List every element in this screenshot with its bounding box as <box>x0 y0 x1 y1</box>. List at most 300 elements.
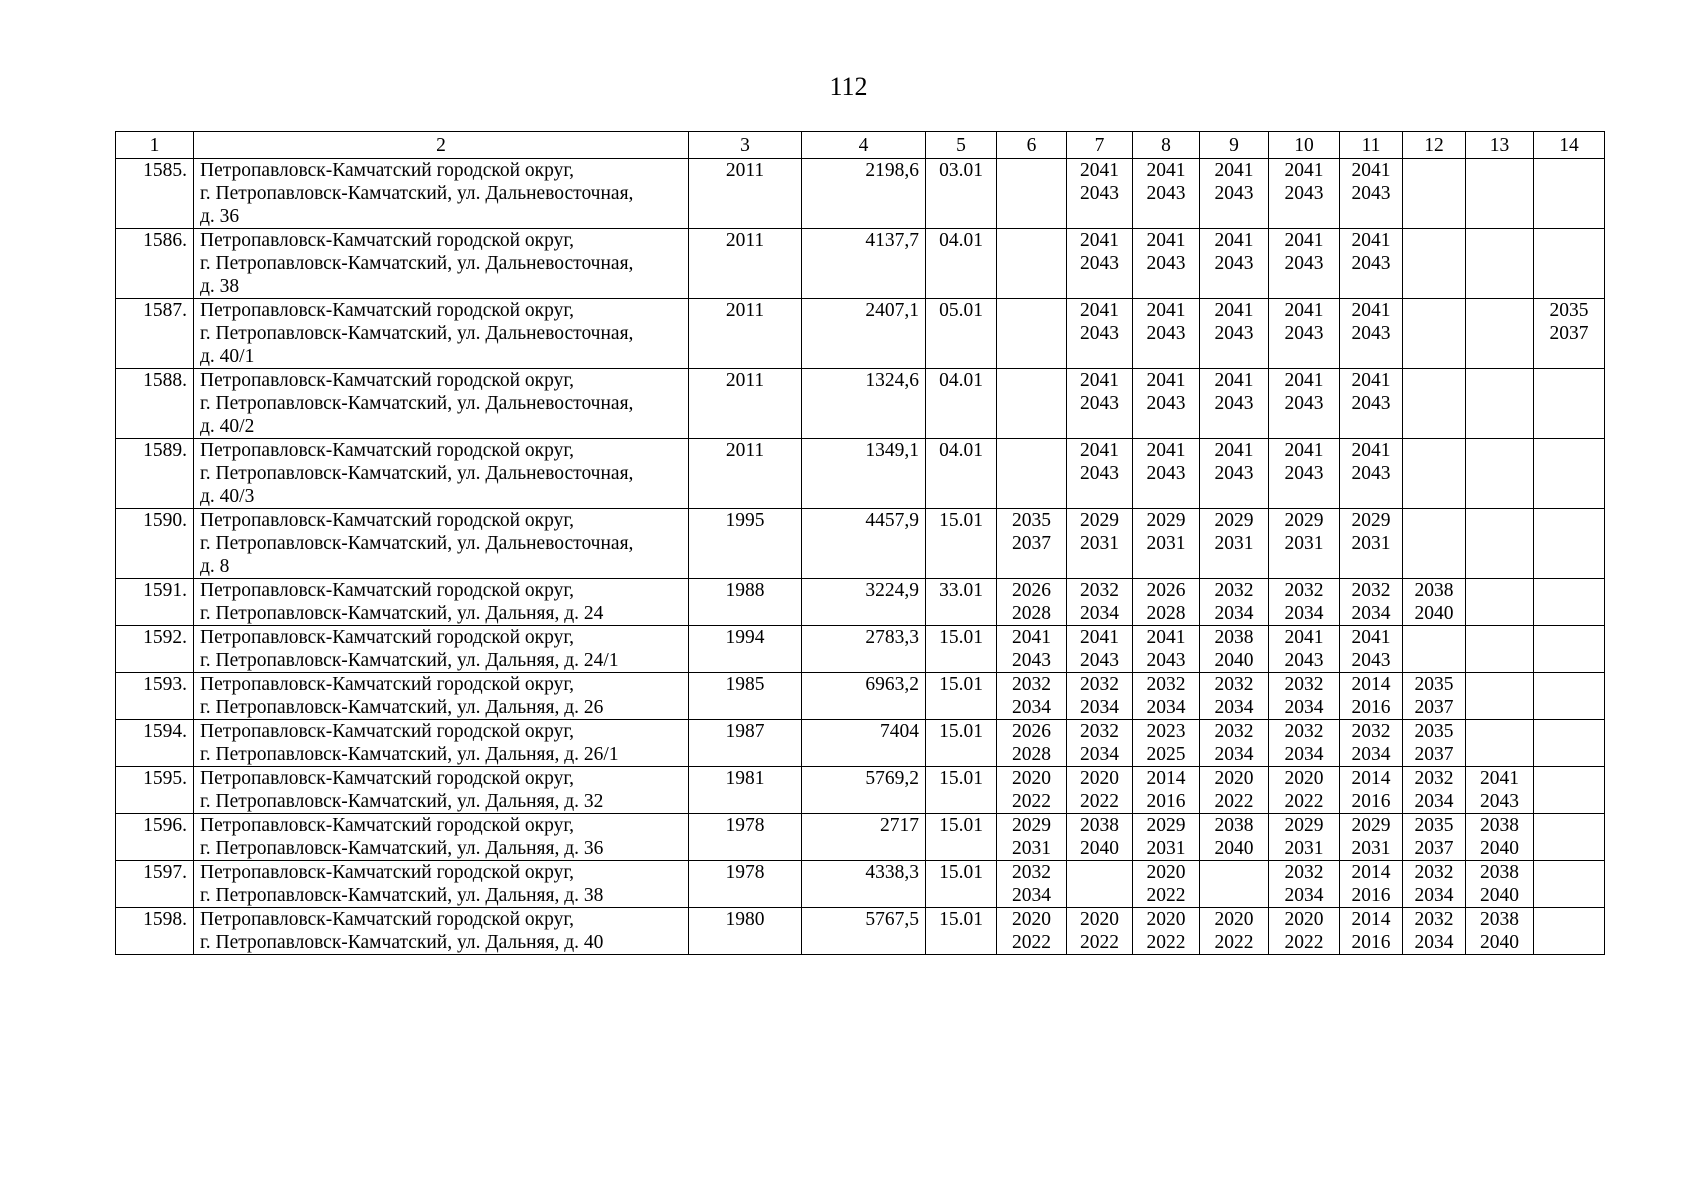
period-year: 2043 <box>1146 650 1186 671</box>
period-year: 2032 <box>1414 862 1454 883</box>
period-year: 2040 <box>1214 838 1254 859</box>
address-line: г. Петропавловск-Камчатский, ул. Дальневосточная, <box>200 463 634 484</box>
period-year: 2032 <box>1146 674 1186 695</box>
total-area: 2407,1 <box>802 299 926 369</box>
year-built: 2011 <box>689 159 802 229</box>
period-year: 2029 <box>1351 510 1391 531</box>
table-row <box>116 861 1605 908</box>
period-cell-6 <box>997 369 1067 439</box>
period-cell-8 <box>1133 159 1200 229</box>
period-year: 2034 <box>1214 697 1254 718</box>
period-year: 2020 <box>1146 909 1186 930</box>
period-cell-8 <box>1133 767 1200 814</box>
period-year: 2020 <box>1012 909 1051 930</box>
address-line: Петропавловск-Камчатский городской округ, <box>200 768 575 789</box>
address-cell <box>194 509 689 579</box>
period-year: 2032 <box>1414 768 1454 789</box>
address-line: г. Петропавловск-Камчатский, ул. Дальневосточная, <box>200 183 634 204</box>
address-line: г. Петропавловск-Камчатский, ул. Дальневосточная, <box>200 393 634 414</box>
period-year: 2034 <box>1414 791 1454 812</box>
period-year: 2041 <box>1146 440 1186 461</box>
period-cell-10 <box>1269 299 1340 369</box>
address-cell <box>194 229 689 299</box>
address-line: д. 8 <box>200 556 230 577</box>
period-cell-11 <box>1340 509 1403 579</box>
period-year: 2041 <box>1351 627 1391 648</box>
period-cell-14 <box>1534 720 1605 767</box>
period-cell-12 <box>1403 159 1466 229</box>
period-year: 2043 <box>1351 323 1391 344</box>
period-cell-8 <box>1133 861 1200 908</box>
table-row <box>116 908 1605 955</box>
address-line: Петропавловск-Камчатский городской округ, <box>200 230 575 251</box>
column-header-7: 7 <box>1067 132 1133 159</box>
period-year: 2043 <box>1080 183 1119 204</box>
address-line: Петропавловск-Камчатский городской округ, <box>200 627 575 648</box>
period-year: 2034 <box>1214 744 1254 765</box>
period-cell-10 <box>1269 861 1340 908</box>
period-cell-8 <box>1133 229 1200 299</box>
address-line: д. 40/3 <box>200 486 255 507</box>
period-year: 2022 <box>1146 932 1186 953</box>
period-year: 2038 <box>1480 815 1519 836</box>
period-year: 2040 <box>1480 885 1519 906</box>
period-year: 2022 <box>1214 791 1254 812</box>
period-year: 2043 <box>1214 323 1254 344</box>
period-year: 2031 <box>1214 533 1254 554</box>
column-header-1: 1 <box>116 132 194 159</box>
period-cell-8 <box>1133 908 1200 955</box>
address-line: г. Петропавловск-Камчатский, ул. Дальняя, д. 24/1 <box>200 650 619 671</box>
period-cell-12 <box>1403 767 1466 814</box>
period-cell-8 <box>1133 814 1200 861</box>
year-built: 1981 <box>689 767 802 814</box>
period-cell-10 <box>1269 439 1340 509</box>
period-cell-12 <box>1403 908 1466 955</box>
period-cell-14 <box>1534 159 1605 229</box>
period-year: 2043 <box>1080 650 1119 671</box>
period-year: 2041 <box>1080 627 1119 648</box>
period-year: 2016 <box>1351 697 1391 718</box>
period-year: 2043 <box>1284 253 1324 274</box>
address-cell <box>194 579 689 626</box>
table-row <box>116 626 1605 673</box>
period-year: 2029 <box>1214 510 1254 531</box>
column-header-6: 6 <box>997 132 1067 159</box>
period-cell-13 <box>1466 720 1534 767</box>
period-year: 2020 <box>1146 862 1186 883</box>
period-year: 2043 <box>1080 323 1119 344</box>
address-line: Петропавловск-Камчатский городской округ, <box>200 862 575 883</box>
period-year: 2041 <box>1284 370 1324 391</box>
period-cell-11 <box>1340 159 1403 229</box>
period-year: 2040 <box>1480 932 1519 953</box>
period-year: 2029 <box>1284 815 1324 836</box>
period-cell-11 <box>1340 369 1403 439</box>
period-cell-14 <box>1534 673 1605 720</box>
code-cell: 15.01 <box>926 626 997 673</box>
period-year: 2022 <box>1080 932 1119 953</box>
period-year: 2029 <box>1146 815 1186 836</box>
table-row <box>116 229 1605 299</box>
period-cell-7 <box>1067 159 1133 229</box>
period-cell-6 <box>997 720 1067 767</box>
period-cell-8 <box>1133 673 1200 720</box>
period-year: 2020 <box>1214 909 1254 930</box>
period-year: 2034 <box>1414 885 1454 906</box>
period-year: 2043 <box>1146 183 1186 204</box>
period-year: 2043 <box>1351 463 1391 484</box>
period-year: 2043 <box>1284 183 1324 204</box>
column-header-3: 3 <box>689 132 802 159</box>
period-cell-7 <box>1067 439 1133 509</box>
address-line: г. Петропавловск-Камчатский, ул. Дальневосточная, <box>200 533 634 554</box>
total-area: 4338,3 <box>802 861 926 908</box>
address-line: Петропавловск-Камчатский городской округ, <box>200 440 575 461</box>
year-built: 1994 <box>689 626 802 673</box>
period-year: 2038 <box>1414 580 1454 601</box>
total-area: 1324,6 <box>802 369 926 439</box>
period-year: 2043 <box>1351 183 1391 204</box>
period-cell-12 <box>1403 369 1466 439</box>
period-cell-13 <box>1466 439 1534 509</box>
period-cell-10 <box>1269 579 1340 626</box>
period-cell-11 <box>1340 299 1403 369</box>
address-line: Петропавловск-Камчатский городской округ, <box>200 300 575 321</box>
period-cell-11 <box>1340 579 1403 626</box>
address-line: Петропавловск-Камчатский городской округ, <box>200 815 575 836</box>
period-year: 2043 <box>1214 463 1254 484</box>
period-year: 2038 <box>1480 862 1519 883</box>
period-cell-8 <box>1133 579 1200 626</box>
period-year: 2032 <box>1351 721 1391 742</box>
period-cell-13 <box>1466 861 1534 908</box>
address-line: г. Петропавловск-Камчатский, ул. Дальняя, д. 32 <box>200 791 604 812</box>
code-cell: 05.01 <box>926 299 997 369</box>
period-year: 2034 <box>1351 744 1391 765</box>
period-cell-12 <box>1403 579 1466 626</box>
period-cell-7 <box>1067 720 1133 767</box>
period-year: 2031 <box>1351 838 1391 859</box>
period-year: 2032 <box>1284 721 1324 742</box>
period-year: 2020 <box>1214 768 1254 789</box>
table-row <box>116 159 1605 229</box>
period-cell-10 <box>1269 767 1340 814</box>
period-year: 2041 <box>1080 230 1119 251</box>
period-year: 2041 <box>1214 230 1254 251</box>
period-year: 2022 <box>1146 885 1186 906</box>
period-year: 2031 <box>1080 533 1119 554</box>
period-year: 2041 <box>1351 230 1391 251</box>
address-line: г. Петропавловск-Камчатский, ул. Дальняя, д. 40 <box>200 932 604 953</box>
row-number: 1598. <box>116 908 194 955</box>
period-year: 2041 <box>1146 627 1186 648</box>
table-row <box>116 439 1605 509</box>
year-built: 2011 <box>689 229 802 299</box>
address-cell <box>194 908 689 955</box>
row-number: 1589. <box>116 439 194 509</box>
table-row <box>116 814 1605 861</box>
period-year: 2014 <box>1146 768 1186 789</box>
period-year: 2032 <box>1214 580 1254 601</box>
period-cell-6 <box>997 579 1067 626</box>
address-cell <box>194 814 689 861</box>
total-area: 5767,5 <box>802 908 926 955</box>
period-year: 2022 <box>1012 791 1051 812</box>
period-cell-11 <box>1340 861 1403 908</box>
period-year: 2043 <box>1214 393 1254 414</box>
code-cell: 03.01 <box>926 159 997 229</box>
table-row <box>116 509 1605 579</box>
period-cell-6 <box>997 439 1067 509</box>
address-cell <box>194 626 689 673</box>
period-year: 2020 <box>1284 768 1324 789</box>
period-year: 2041 <box>1284 627 1324 648</box>
period-cell-7 <box>1067 673 1133 720</box>
period-cell-11 <box>1340 767 1403 814</box>
total-area: 2783,3 <box>802 626 926 673</box>
period-year: 2041 <box>1351 300 1391 321</box>
period-year: 2022 <box>1284 791 1324 812</box>
address-cell <box>194 299 689 369</box>
period-year: 2032 <box>1214 674 1254 695</box>
period-cell-7 <box>1067 229 1133 299</box>
period-year: 2041 <box>1146 300 1186 321</box>
period-year: 2031 <box>1284 838 1324 859</box>
period-cell-7 <box>1067 814 1133 861</box>
period-year: 2043 <box>1080 393 1119 414</box>
period-cell-12 <box>1403 229 1466 299</box>
period-cell-9 <box>1200 159 1269 229</box>
row-number: 1587. <box>116 299 194 369</box>
period-year: 2041 <box>1284 230 1324 251</box>
period-cell-13 <box>1466 767 1534 814</box>
period-cell-11 <box>1340 229 1403 299</box>
period-cell-10 <box>1269 369 1340 439</box>
period-cell-9 <box>1200 299 1269 369</box>
period-cell-10 <box>1269 908 1340 955</box>
period-year: 2035 <box>1012 510 1051 531</box>
period-year: 2041 <box>1146 370 1186 391</box>
period-year: 2034 <box>1146 697 1186 718</box>
register-table <box>115 131 1605 955</box>
address-line: г. Петропавловск-Камчатский, ул. Дальняя, д. 26 <box>200 697 604 718</box>
period-year: 2022 <box>1080 791 1119 812</box>
column-header-14: 14 <box>1534 132 1605 159</box>
period-year: 2041 <box>1080 370 1119 391</box>
period-cell-7 <box>1067 767 1133 814</box>
period-year: 2029 <box>1351 815 1391 836</box>
row-number: 1597. <box>116 861 194 908</box>
period-year: 2034 <box>1080 603 1119 624</box>
period-cell-11 <box>1340 439 1403 509</box>
period-cell-13 <box>1466 509 1534 579</box>
period-year: 2041 <box>1284 300 1324 321</box>
period-year: 2016 <box>1351 791 1391 812</box>
total-area: 7404 <box>802 720 926 767</box>
period-year: 2034 <box>1080 744 1119 765</box>
period-year: 2043 <box>1146 393 1186 414</box>
total-area: 2717 <box>802 814 926 861</box>
period-cell-12 <box>1403 509 1466 579</box>
period-cell-7 <box>1067 861 1133 908</box>
column-header-5: 5 <box>926 132 997 159</box>
period-cell-12 <box>1403 861 1466 908</box>
year-built: 1987 <box>689 720 802 767</box>
period-cell-9 <box>1200 908 1269 955</box>
year-built: 1978 <box>689 814 802 861</box>
code-cell: 15.01 <box>926 861 997 908</box>
period-year: 2026 <box>1012 580 1051 601</box>
period-cell-11 <box>1340 673 1403 720</box>
period-year: 2032 <box>1284 862 1324 883</box>
total-area: 4137,7 <box>802 229 926 299</box>
year-built: 1995 <box>689 509 802 579</box>
period-year: 2034 <box>1284 697 1324 718</box>
period-cell-11 <box>1340 814 1403 861</box>
period-year: 2032 <box>1214 721 1254 742</box>
period-cell-10 <box>1269 509 1340 579</box>
period-cell-13 <box>1466 579 1534 626</box>
address-line: д. 40/1 <box>200 346 255 367</box>
period-cell-6 <box>997 908 1067 955</box>
period-cell-11 <box>1340 720 1403 767</box>
period-year: 2031 <box>1146 533 1186 554</box>
period-year: 2016 <box>1146 791 1186 812</box>
period-cell-10 <box>1269 626 1340 673</box>
period-year: 2043 <box>1284 463 1324 484</box>
period-cell-8 <box>1133 509 1200 579</box>
address-line: Петропавловск-Камчатский городской округ, <box>200 510 575 531</box>
address-cell <box>194 673 689 720</box>
period-year: 2026 <box>1012 721 1051 742</box>
period-cell-11 <box>1340 908 1403 955</box>
period-year: 2035 <box>1414 674 1454 695</box>
period-year: 2034 <box>1351 603 1391 624</box>
code-cell: 04.01 <box>926 369 997 439</box>
period-cell-9 <box>1200 369 1269 439</box>
period-cell-7 <box>1067 299 1133 369</box>
period-cell-7 <box>1067 626 1133 673</box>
table-row <box>116 579 1605 626</box>
period-year: 2040 <box>1480 838 1519 859</box>
header-row <box>116 132 1605 159</box>
period-year: 2034 <box>1414 932 1454 953</box>
address-cell <box>194 861 689 908</box>
year-built: 1985 <box>689 673 802 720</box>
period-year: 2034 <box>1284 744 1324 765</box>
period-year: 2043 <box>1284 650 1324 671</box>
table-row <box>116 767 1605 814</box>
period-year: 2038 <box>1214 815 1254 836</box>
period-year: 2041 <box>1214 300 1254 321</box>
address-cell <box>194 720 689 767</box>
period-cell-12 <box>1403 439 1466 509</box>
period-year: 2041 <box>1214 160 1254 181</box>
period-year: 2043 <box>1284 393 1324 414</box>
period-cell-14 <box>1534 579 1605 626</box>
address-cell <box>194 767 689 814</box>
period-year: 2028 <box>1012 603 1051 624</box>
period-year: 2029 <box>1284 510 1324 531</box>
column-header-9: 9 <box>1200 132 1269 159</box>
period-year: 2043 <box>1146 253 1186 274</box>
period-year: 2038 <box>1214 627 1254 648</box>
period-year: 2043 <box>1146 463 1186 484</box>
period-cell-10 <box>1269 720 1340 767</box>
code-cell: 15.01 <box>926 509 997 579</box>
address-line: Петропавловск-Камчатский городской округ, <box>200 370 575 391</box>
address-line: г. Петропавловск-Камчатский, ул. Дальняя, д. 36 <box>200 838 604 859</box>
period-year: 2022 <box>1284 932 1324 953</box>
period-cell-6 <box>997 229 1067 299</box>
period-cell-8 <box>1133 720 1200 767</box>
period-year: 2034 <box>1012 885 1051 906</box>
row-number: 1591. <box>116 579 194 626</box>
row-number: 1592. <box>116 626 194 673</box>
year-built: 1988 <box>689 579 802 626</box>
period-cell-12 <box>1403 814 1466 861</box>
period-year: 2032 <box>1414 909 1454 930</box>
period-year: 2041 <box>1351 370 1391 391</box>
year-built: 2011 <box>689 369 802 439</box>
period-year: 2016 <box>1351 932 1391 953</box>
period-cell-8 <box>1133 299 1200 369</box>
period-cell-9 <box>1200 673 1269 720</box>
period-cell-14 <box>1534 626 1605 673</box>
address-line: г. Петропавловск-Камчатский, ул. Дальняя, д. 24 <box>200 603 604 624</box>
period-year: 2014 <box>1351 862 1391 883</box>
row-number: 1594. <box>116 720 194 767</box>
period-cell-6 <box>997 299 1067 369</box>
period-cell-12 <box>1403 299 1466 369</box>
period-year: 2041 <box>1214 370 1254 391</box>
period-year: 2037 <box>1414 838 1454 859</box>
period-cell-9 <box>1200 814 1269 861</box>
period-cell-9 <box>1200 509 1269 579</box>
period-cell-14 <box>1534 229 1605 299</box>
period-year: 2043 <box>1214 253 1254 274</box>
period-cell-10 <box>1269 229 1340 299</box>
period-cell-6 <box>997 673 1067 720</box>
period-cell-8 <box>1133 626 1200 673</box>
period-cell-12 <box>1403 720 1466 767</box>
row-number: 1588. <box>116 369 194 439</box>
period-year: 2032 <box>1080 721 1119 742</box>
code-cell: 33.01 <box>926 579 997 626</box>
total-area: 1349,1 <box>802 439 926 509</box>
period-cell-13 <box>1466 673 1534 720</box>
address-line: Петропавловск-Камчатский городской округ, <box>200 721 575 742</box>
period-cell-8 <box>1133 439 1200 509</box>
period-year: 2037 <box>1414 697 1454 718</box>
period-year: 2037 <box>1012 533 1051 554</box>
period-cell-6 <box>997 814 1067 861</box>
year-built: 2011 <box>689 299 802 369</box>
period-cell-13 <box>1466 626 1534 673</box>
code-cell: 15.01 <box>926 673 997 720</box>
period-year: 2037 <box>1414 744 1454 765</box>
address-line: Петропавловск-Камчатский городской округ, <box>200 160 575 181</box>
code-cell: 15.01 <box>926 908 997 955</box>
period-year: 2034 <box>1284 885 1324 906</box>
row-number: 1593. <box>116 673 194 720</box>
period-year: 2016 <box>1351 885 1391 906</box>
address-line: Петропавловск-Камчатский городской округ, <box>200 674 575 695</box>
period-year: 2032 <box>1284 580 1324 601</box>
period-cell-7 <box>1067 509 1133 579</box>
period-cell-7 <box>1067 369 1133 439</box>
